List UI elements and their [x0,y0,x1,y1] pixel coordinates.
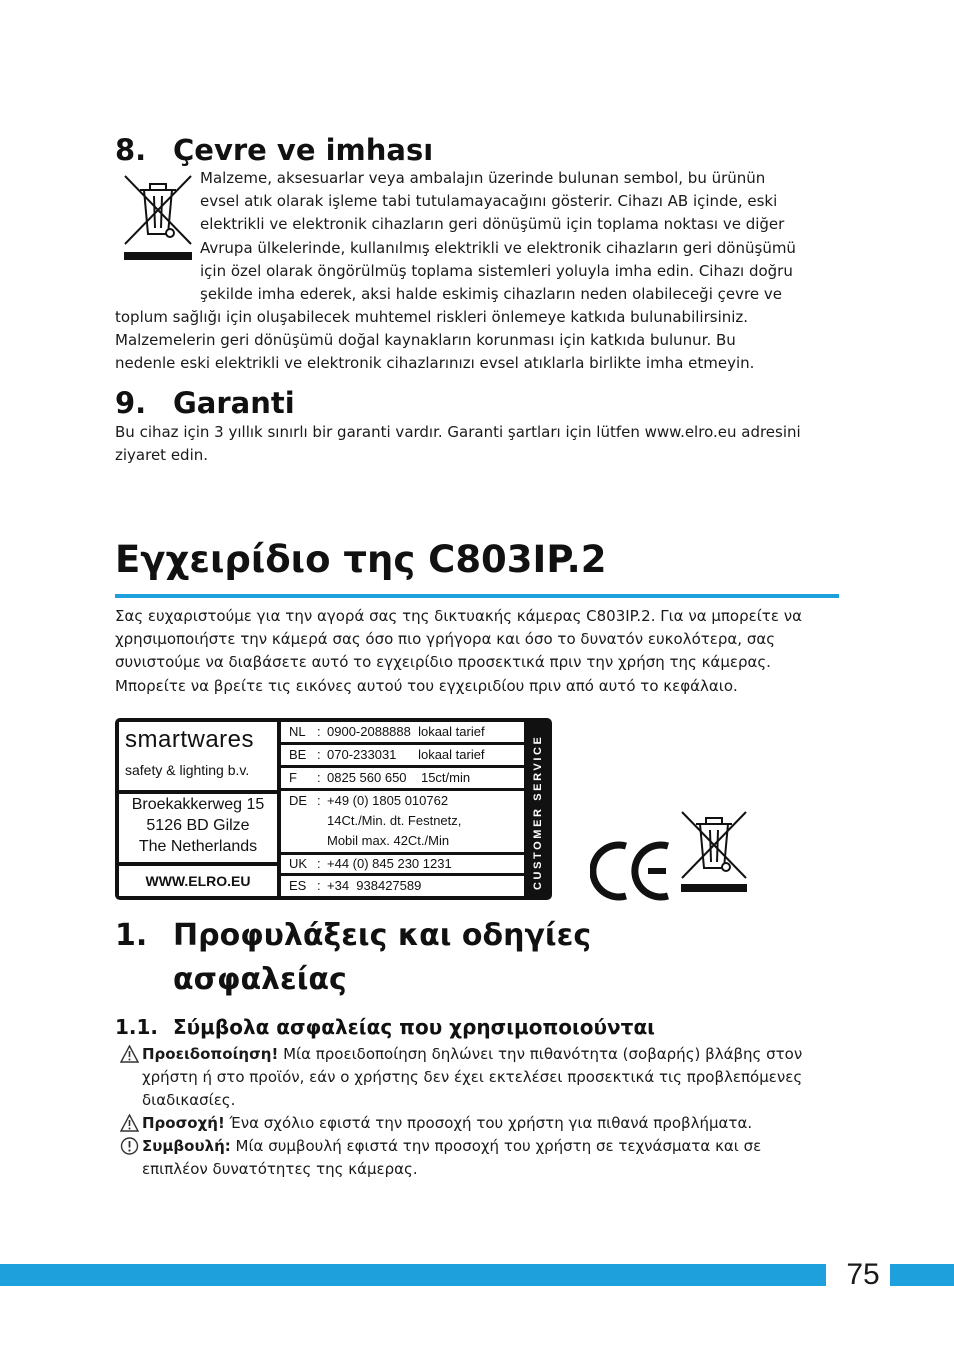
customer-service-card [115,718,552,900]
phone-row-be [281,745,524,765]
country-code: DE [289,793,308,808]
separator: : [317,793,321,808]
notice-text-line: χρήστη ή στο προϊόν, εάν ο χρήστης δεν έχει εκτελέσει προσεκτικά τις προβλεπόμενες [142,1068,803,1087]
website-cell [119,866,277,896]
brand-subtitle: safety & lighting b.v. [125,762,250,778]
text-line: nedenle eski elektrikli ve elektronik cihazlarınızı evsel atıklarla birlikte imha etmeyin. [115,354,755,373]
notice-label: Προειδοποίηση! [142,1045,279,1063]
section-title: Çevre ve imhası [173,133,434,167]
section-1-heading [115,914,591,1002]
text-line: χρησιμοποιήστε την κάμερά σας όσο πιο γρήγορα και όσο το δυνατόν ευκολότερα, σας [115,630,776,649]
text-line: Avrupa ülkelerinde, kullanılmış elektrikli ve elektronik cihazların geri dönüşümü [200,238,796,257]
section-title: Σύμβολα ασφαλείας που χρησιμοποιούνται [173,1015,655,1039]
address-line: Broekakkerweg 15 [131,796,265,813]
text-line: toplum sağlığı için oluşabilecek muhtemel riskleri önlemeye katkıda bulunabilirsiniz. [115,308,749,326]
section-8-heading [115,134,433,166]
country-code: BE [289,747,307,762]
notice-text: Ένα σχόλιο εφιστά την προσοχή του χρήστη για πιθανά προβλήματα. [224,1114,753,1132]
text-line: Μπορείτε να βρείτε τις εικόνες αυτού του εγχειριδίου πριν από αυτό το κεφάλαιο. [115,676,738,695]
phone-number: 0825 560 650 15ct/min [327,770,471,785]
phone-number: +49 (0) 1805 010762 [327,793,449,808]
phone-number: +34 938427589 [327,878,422,893]
text-line: Malzeme, aksesuarlar veya ambalajın üzerinde bulunan sembol, bu ürünün [200,169,766,187]
phone-row-uk [281,855,524,873]
section-number: 8. [115,133,147,167]
notice-label: Συμβουλή: [142,1137,231,1155]
section-number: 1.1. [115,1015,159,1039]
country-code: NL [289,724,306,739]
section-8-text-indented [200,167,840,306]
rate-note: Mobil max. 42Ct./Min [327,833,450,848]
page-number: 75 [836,1259,890,1291]
notice-caution [120,1112,840,1135]
warning-triangle-icon [120,1114,139,1132]
text-line: συνιστούμε να διαβάσετε αυτό το εγχειρίδιο προσεκτικά πριν την χρήση της κάμερας. [115,653,771,672]
phone-row-es [281,876,524,896]
manual-intro [115,605,840,698]
section-number: 1. [115,918,148,953]
separator: : [317,878,321,893]
text-line: şekilde imha ederek, aksi halde eskimiş cihazların neden olabileceği çevre ve [200,285,782,304]
separator: : [317,856,321,871]
section-8-text-full [115,306,840,376]
section-title: Garanti [173,386,295,420]
notice-label: Προσοχή! [142,1114,225,1132]
section-title-line-1: Προφυλάξεις και οδηγίες [173,918,592,953]
phone-number: 0900-2088888 lokaal tarief [327,724,485,739]
country-code: ES [289,878,307,893]
notice-text: Μία προειδοποίηση δηλώνει την πιθανότητα (σοβαρής) βλάβης στον [278,1045,803,1063]
weee-bin-icon [120,172,196,262]
notice-text-line: διαδικασίες. [142,1091,236,1110]
manual-title: Εγχειρίδιο της C803IP.2 [115,538,607,581]
section-9-text [115,421,840,467]
address-line: The Netherlands [138,838,258,855]
phone-row-de [281,791,524,852]
brand-cell [119,722,277,790]
title-rule [115,594,839,598]
section-number: 9. [115,386,147,420]
text-line: ziyaret edin. [115,446,209,465]
ce-mark-icon [590,840,674,902]
text-line: Malzemelerin geri dönüşümü doğal kaynakların korunması için katkıda bulunur. Bu [115,331,736,350]
text-line: evsel atık olarak işleme tabi tutulamayacağını gösterir. Cihazı AB içinde, eski [200,192,778,211]
customer-service-vertical-label [527,722,547,896]
address-cell [119,794,277,862]
vertical-label-text: CUSTOMER SERVICE [532,734,544,890]
text-line: elektrikli ve elektronik cihazların geri dönüşümü için toplama noktası ve diğer [200,215,785,234]
phone-number: +44 (0) 845 230 1231 [327,856,452,871]
rate-note: 14Ct./Min. dt. Festnetz, [327,813,462,828]
separator: : [317,770,321,785]
section-9-heading [115,387,295,419]
footer-bar [0,1264,954,1286]
notice-text: Μία συμβουλή εφιστά την προσοχή του χρήστη σε τεχνάσματα και σε [230,1137,762,1155]
text-line: Σας ευχαριστούμε για την αγορά σας της δικτυακής κάμερας C803IP.2. Για να μπορείτε να [115,607,802,625]
notice-warning [120,1043,840,1113]
phone-number: 070-233031 lokaal tarief [327,747,485,762]
section-1-1-heading [115,1015,655,1039]
warning-triangle-icon [120,1045,139,1063]
separator: : [317,724,321,739]
weee-bin-icon [678,808,750,894]
phone-row-nl [281,722,524,742]
section-title-line-2: ασφαλείας [173,962,347,997]
exclamation-circle-icon [120,1137,139,1155]
text-line: için özel olarak öngörülmüş toplama sistemleri yoluyla imha edin. Cihazı doğru [200,261,793,280]
notice-text-line: επιπλέον δυνατότητες της κάμερας. [142,1160,418,1179]
website-link[interactable]: WWW.ELRO.EU [145,873,251,889]
separator: : [317,747,321,762]
country-code: F [289,770,297,785]
brand-name: smartwares [125,726,255,753]
phone-row-f [281,768,524,788]
text-line: Bu cihaz için 3 yıllık sınırlı bir garanti vardır. Garanti şartları için lütfen www.elro.eu adresini [115,423,801,441]
notice-tip [120,1135,840,1181]
country-code: UK [289,856,308,871]
address-line: 5126 BD Gilze [146,817,250,834]
